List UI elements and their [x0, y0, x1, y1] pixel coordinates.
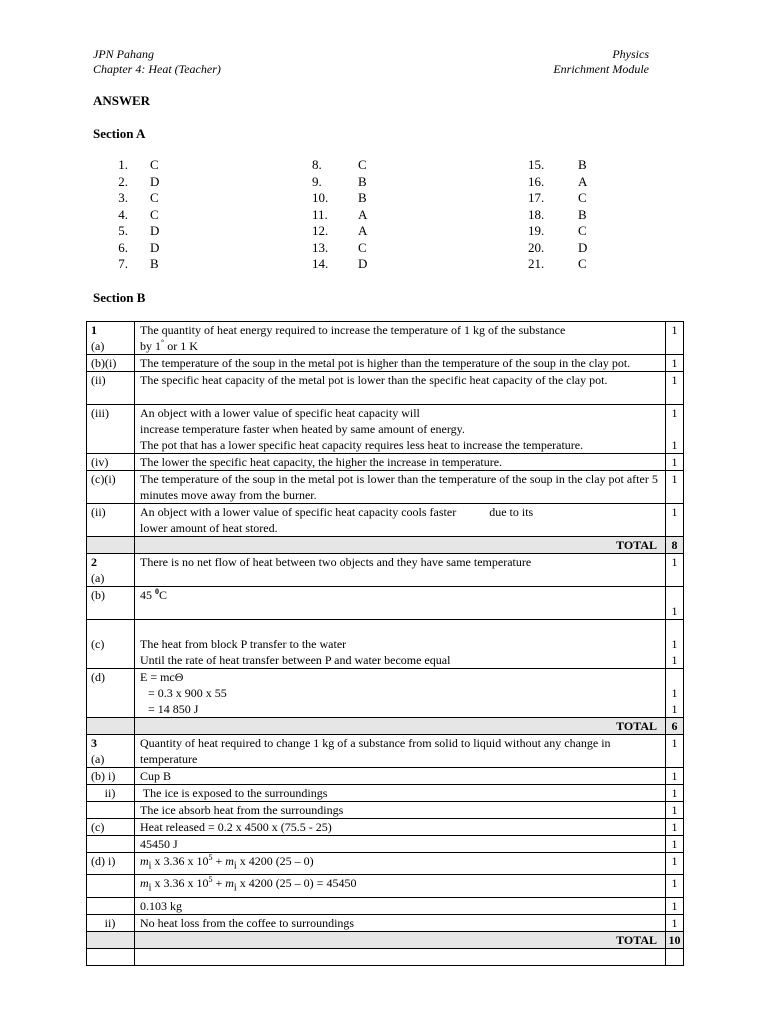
- table-row: [87, 669, 684, 718]
- part-label: [87, 620, 135, 669]
- answer-line: increase temperature faster when heated by same amount of energy.: [140, 422, 465, 436]
- answer-letter: C: [578, 190, 587, 205]
- math-sup: 5: [208, 853, 213, 862]
- answer-text: [135, 587, 666, 620]
- answer-number: 6.: [118, 239, 128, 255]
- mark: 1: [666, 735, 684, 768]
- answer-row: [104, 174, 159, 191]
- math-var: m: [140, 876, 149, 891]
- answer-line: The heat from block P transfer to the water: [140, 637, 347, 651]
- answer-number: 1.: [118, 157, 128, 172]
- total-row: [87, 537, 684, 554]
- empty-cell: [666, 948, 684, 965]
- answer-letter: B: [578, 157, 587, 172]
- answer-line: Until the rate of heat transfer between P and water become equal: [140, 653, 451, 667]
- answer-letter: B: [150, 256, 159, 271]
- answer-letter: C: [358, 157, 367, 172]
- mark: 1: [666, 768, 684, 785]
- mark: 1: [671, 604, 678, 618]
- mark: 1: [666, 785, 684, 802]
- answer-text: [135, 322, 666, 355]
- answer-row: [104, 157, 159, 174]
- empty-cell: [87, 875, 135, 897]
- degree-symbol: °: [161, 338, 165, 347]
- table-row: [87, 768, 684, 785]
- answer-number: 15.: [528, 157, 545, 172]
- answer-number: 2.: [118, 173, 128, 189]
- table-row: [87, 875, 684, 897]
- answer-text: [135, 853, 666, 875]
- answer-text: The ice absorb heat from the surroundings: [135, 802, 666, 819]
- answer-number: 16.: [528, 173, 545, 189]
- part-label: (ii): [87, 372, 135, 405]
- answer-letter: D: [150, 223, 160, 238]
- table-row: [87, 948, 684, 965]
- answer-letter: D: [150, 173, 160, 189]
- answer-letter: D: [150, 239, 160, 255]
- answer-number: 20.: [528, 239, 545, 255]
- answer-text: The temperature of the soup in the metal pot is higher than the temperature of the soup in the clay pot.: [135, 355, 666, 372]
- table-row: [87, 785, 684, 802]
- answer-line: 45: [140, 588, 155, 602]
- answer-letter: A: [358, 223, 368, 238]
- header-left: [93, 47, 221, 77]
- answer-text: [135, 504, 666, 537]
- part-label: (iii): [87, 405, 135, 454]
- table-row: [87, 405, 684, 454]
- answer-letter: B: [358, 190, 367, 205]
- part-label: (c): [91, 637, 105, 651]
- table-row: [87, 620, 684, 669]
- section-a-heading: Section A: [93, 126, 146, 141]
- answer-row: [528, 256, 587, 273]
- answer-line: +: [212, 876, 226, 891]
- part-label: (c): [87, 819, 135, 836]
- mark: 1: [666, 914, 684, 931]
- part-label: (d) i): [87, 853, 135, 875]
- answer-line: An object with a lower value of specific heat capacity cools faster due to its: [140, 505, 534, 519]
- table-row: [87, 914, 684, 931]
- answer-text: 0.103 kg: [135, 897, 666, 914]
- answer-letter: C: [150, 190, 159, 205]
- total-row: [87, 718, 684, 735]
- answer-row: [528, 157, 587, 174]
- mark: 1: [671, 637, 678, 651]
- answer-letter: C: [150, 206, 159, 222]
- answer-number: 18.: [528, 206, 545, 222]
- answer-number: 21.: [528, 256, 545, 271]
- header-right: [553, 47, 649, 77]
- empty-cell: [87, 897, 135, 914]
- answer-row: [104, 207, 159, 224]
- answer-line: x 3.36 x 10: [151, 854, 209, 868]
- answer-letter: C: [150, 157, 159, 172]
- part-label: ii): [87, 914, 135, 931]
- answer-row: [312, 223, 367, 240]
- answer-letter: C: [578, 256, 587, 271]
- answer-number: 11.: [312, 206, 328, 222]
- total-value: 6: [666, 718, 684, 735]
- answer-row: [528, 174, 587, 191]
- answer-number: 9.: [312, 173, 322, 189]
- total-label: TOTAL: [135, 931, 666, 948]
- empty-cell: [135, 948, 666, 965]
- answer-row: [528, 223, 587, 240]
- answer-letter: A: [358, 206, 368, 222]
- answer-text: [135, 620, 666, 669]
- answer-row: [104, 240, 159, 257]
- empty-cell: [87, 718, 135, 735]
- table-row: [87, 735, 684, 768]
- answer-text: [135, 372, 666, 405]
- answer-number: 7.: [118, 256, 128, 271]
- math-sub: i: [148, 860, 152, 872]
- mark: 1: [671, 653, 678, 667]
- table-row: [87, 897, 684, 914]
- question-number: 1: [91, 323, 97, 337]
- answer-text: There is no net flow of heat between two objects and they have same temperature: [135, 554, 666, 587]
- total-row: [87, 931, 684, 948]
- section-a-column-3: [528, 157, 587, 273]
- answer-text: The temperature of the soup in the metal pot is lower than the temperature of the soup in the clay pot after 5 minutes move away from the burner.: [135, 471, 666, 504]
- table-row: [87, 554, 684, 587]
- answer-text: [135, 669, 666, 718]
- answer-line: lower amount of heat stored.: [140, 521, 278, 535]
- question-label: [87, 554, 135, 587]
- question-label: [87, 735, 135, 768]
- mark: [666, 587, 684, 620]
- math-sup: 5: [208, 875, 213, 885]
- table-row: [87, 471, 684, 504]
- table-row: [87, 454, 684, 471]
- answer-line: +: [212, 854, 226, 868]
- mark: 1: [666, 372, 684, 405]
- mark: 1: [671, 438, 678, 452]
- math-sub: i: [233, 882, 237, 894]
- answer-letter: B: [578, 206, 587, 222]
- section-b-table: [86, 321, 684, 966]
- answer-text: [135, 875, 666, 897]
- section-a-column-2: [312, 157, 367, 273]
- math-var: m: [140, 854, 149, 868]
- mark: [666, 405, 684, 454]
- part-label: (c)(i): [87, 471, 135, 504]
- answer-text: The ice is exposed to the surroundings: [135, 785, 666, 802]
- answer-number: 19.: [528, 223, 545, 238]
- answer-row: [312, 207, 367, 224]
- table-row: [87, 504, 684, 537]
- answer-text: Heat released = 0.2 x 4500 x (75.5 - 25): [135, 819, 666, 836]
- empty-cell: [87, 931, 135, 948]
- mark: 1: [666, 471, 684, 504]
- answer-letter: A: [578, 173, 588, 189]
- header-org: JPN Pahang: [93, 47, 154, 61]
- answer-number: 8.: [312, 157, 322, 172]
- answer-line: E = mcΘ: [140, 670, 184, 684]
- table-row: [87, 836, 684, 853]
- part-label: (a): [91, 339, 105, 353]
- total-label: TOTAL: [135, 718, 666, 735]
- mark: 1: [666, 454, 684, 471]
- empty-cell: [87, 948, 135, 965]
- mark: 1: [671, 702, 678, 716]
- math-sub: i: [233, 860, 237, 872]
- answer-number: 4.: [118, 206, 128, 222]
- answer-row: [312, 157, 367, 174]
- answer-number: 14.: [312, 256, 329, 271]
- answer-row: [104, 256, 159, 273]
- part-label: (d): [87, 669, 135, 718]
- answer-number: 17.: [528, 190, 545, 205]
- answer-line: by 1: [140, 339, 161, 353]
- answer-row: [528, 190, 587, 207]
- math-sub: i: [148, 882, 152, 894]
- degree-symbol: 0: [155, 587, 159, 596]
- empty-cell: [87, 537, 135, 554]
- header-chapter: Chapter 4: Heat (Teacher): [93, 62, 221, 76]
- answer-line: x 4200 (25 – 0) = 45450: [236, 876, 357, 891]
- answer-line: x 3.36 x 10: [151, 876, 209, 891]
- answer-line: x 4200 (25 – 0): [236, 854, 314, 868]
- part-label: ii): [87, 785, 135, 802]
- answer-row: [312, 240, 367, 257]
- mark: 1: [666, 836, 684, 853]
- answer-row: [104, 223, 159, 240]
- empty-cell: [87, 836, 135, 853]
- answer-line: The quantity of heat energy required to increase the temperature of 1 kg of the substance: [140, 323, 566, 337]
- part-label: (a): [91, 571, 105, 585]
- answer-text: The lower the specific heat capacity, the higher the increase in temperature.: [135, 454, 666, 471]
- mark: 1: [666, 853, 684, 875]
- unit: C: [159, 588, 168, 602]
- total-label: TOTAL: [135, 537, 666, 554]
- math-var: m: [225, 854, 234, 868]
- answer-row: [312, 190, 367, 207]
- answer-line: or 1 K: [164, 339, 198, 353]
- mark: 1: [666, 554, 684, 587]
- table-row: [87, 819, 684, 836]
- header-module: Enrichment Module: [553, 62, 649, 76]
- section-b-heading: Section B: [93, 290, 146, 305]
- empty-cell: [87, 802, 135, 819]
- mark: 1: [666, 802, 684, 819]
- mark: [666, 620, 684, 669]
- answer-text: [135, 405, 666, 454]
- answer-row: [104, 190, 159, 207]
- total-value: 8: [666, 537, 684, 554]
- part-label: (b) i): [87, 768, 135, 785]
- mark: 1: [666, 875, 684, 897]
- mark: 1: [666, 819, 684, 836]
- answer-line: The pot that has a lower specific heat capacity requires less heat to increase the temperature.: [140, 438, 584, 452]
- answer-number: 10.: [312, 190, 329, 205]
- answer-text: 45450 J: [135, 836, 666, 853]
- answer-line: = 14 850 J: [148, 702, 199, 716]
- header-subject: Physics: [612, 47, 649, 61]
- page-title: ANSWER: [93, 93, 151, 108]
- answer-letter: D: [358, 256, 368, 271]
- part-label: (iv): [87, 454, 135, 471]
- total-value: 10: [666, 931, 684, 948]
- mark: 1: [666, 897, 684, 914]
- answer-line: An object with a lower value of specific heat capacity will: [140, 406, 420, 420]
- math-var: m: [225, 876, 234, 891]
- answer-letter: C: [578, 223, 587, 238]
- answer-row: [312, 174, 367, 191]
- section-a-column-1: [104, 157, 159, 273]
- part-label: (b): [87, 587, 135, 620]
- answer-row: [528, 207, 587, 224]
- answer-number: 12.: [312, 223, 329, 238]
- mark: 1: [671, 406, 678, 420]
- table-row: [87, 372, 684, 405]
- answer-text: No heat loss from the coffee to surroundings: [135, 914, 666, 931]
- mark: 1: [666, 355, 684, 372]
- question-number: 2: [91, 555, 97, 569]
- table-row: [87, 853, 684, 875]
- question-number: 3: [91, 736, 97, 750]
- mark: [666, 669, 684, 718]
- answer-row: [312, 256, 367, 273]
- answer-text: Cup B: [135, 768, 666, 785]
- part-label: (a): [91, 752, 105, 766]
- answer-number: 3.: [118, 190, 128, 205]
- mark: 1: [671, 686, 678, 700]
- answer-line: = 0.3 x 900 x 55: [148, 686, 227, 700]
- answer-number: 13.: [312, 239, 329, 255]
- table-row: [87, 322, 684, 355]
- table-row: [87, 587, 684, 620]
- answer-letter: B: [358, 173, 367, 189]
- mark: 1: [666, 504, 684, 537]
- answer-letter: C: [358, 239, 367, 255]
- answer-number: 5.: [118, 223, 128, 238]
- answer-line: The specific heat capacity of the metal pot is lower than the specific heat capacity of the clay pot.: [140, 373, 608, 387]
- part-label: (b)(i): [87, 355, 135, 372]
- part-label: (ii): [87, 504, 135, 537]
- answer-row: [528, 240, 587, 257]
- table-row: [87, 802, 684, 819]
- table-row: [87, 355, 684, 372]
- answer-text: Quantity of heat required to change 1 kg of a substance from solid to liquid without any change in temperature: [135, 735, 666, 768]
- mark: 1: [666, 322, 684, 355]
- answer-letter: D: [578, 239, 588, 255]
